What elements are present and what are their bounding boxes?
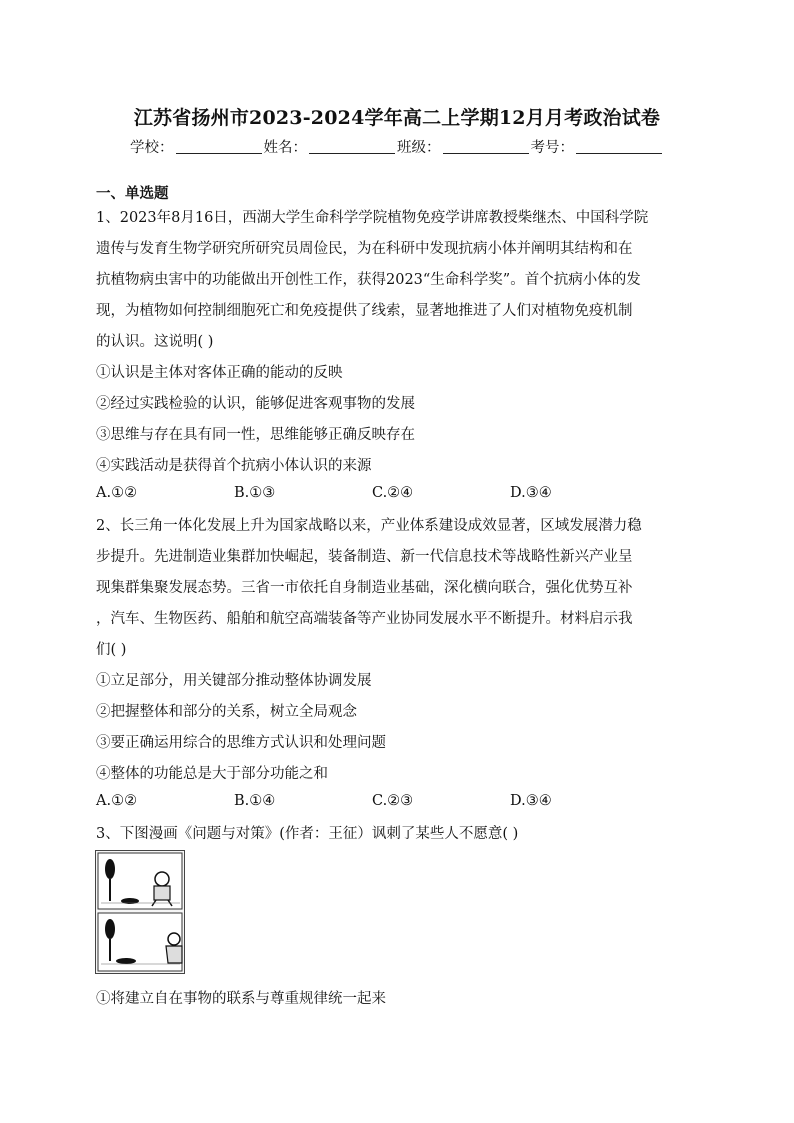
cartoon-image <box>95 850 185 974</box>
cartoon-panel-top <box>98 853 182 909</box>
q1-option-c[interactable]: C.②④ <box>372 485 414 501</box>
name-label: 姓名： <box>263 140 307 156</box>
q2-statement: ③要正确运用综合的思维方式认识和处理问题 <box>96 735 386 751</box>
class-blank[interactable] <box>443 153 529 154</box>
q2-option-c[interactable]: C.②③ <box>372 793 414 809</box>
q2-statement: ①立足部分，用关键部分推动整体协调发展 <box>96 673 372 689</box>
q2-options <box>96 793 656 813</box>
number-blank[interactable] <box>576 153 662 154</box>
q2-statement: ②把握整体和部分的关系，树立全局观念 <box>96 704 357 720</box>
q1-stem-line: 1、2023年8月16日，西湖大学生命科学学院植物免疫学讲席教授柴继杰、中国科学院 <box>96 210 649 226</box>
number-label: 考号： <box>530 140 574 156</box>
q2-option-b[interactable]: B.①④ <box>234 793 276 809</box>
q2-option-d[interactable]: D.③④ <box>510 793 552 809</box>
name-blank[interactable] <box>309 153 395 154</box>
q1-stem-line: 现，为植物如何控制细胞死亡和免疫提供了线索，显著地推进了人们对植物免疫机制 <box>96 303 633 319</box>
q1-statement: ②经过实践检验的认识，能够促进客观事物的发展 <box>96 396 415 412</box>
q1-options <box>96 485 656 505</box>
q2-statement: ④整体的功能总是大于部分功能之和 <box>96 766 328 782</box>
q1-option-d[interactable]: D.③④ <box>510 485 552 501</box>
q1-stem-line: 遗传与发育生物学研究所研究员周俭民，为在科研中发现抗病小体并阐明其结构和在 <box>96 241 633 257</box>
page-title: 江苏省扬州市2023-2024学年高二上学期12月月考政治试卷 <box>133 107 661 129</box>
q1-statement: ③思维与存在具有同一性，思维能够正确反映存在 <box>96 427 415 443</box>
q2-stem-line: 2、长三角一体化发展上升为国家战略以来，产业体系建设成效显著，区域发展潜力稳 <box>96 518 642 534</box>
q2-stem-line: 们( ) <box>96 642 127 658</box>
cartoon-drawing <box>96 851 184 973</box>
q1-statement: ①认识是主体对客体正确的能动的反映 <box>96 365 343 381</box>
student-info-line <box>0 136 794 157</box>
class-label: 班级： <box>397 140 441 156</box>
q3-stem-line: 3、下图漫画《问题与对策》(作者：王征）讽刺了某些人不愿意( ) <box>96 826 519 842</box>
q1-option-b[interactable]: B.①③ <box>234 485 276 501</box>
q2-stem-line: ，汽车、生物医药、船舶和航空高端装备等产业协同发展水平不断提升。材料启示我 <box>96 611 633 627</box>
school-label: 学校： <box>130 140 174 156</box>
section-heading: 一、单选题 <box>96 186 169 202</box>
school-blank[interactable] <box>176 153 262 154</box>
q1-stem-line: 的认识。这说明( ) <box>96 334 214 350</box>
cartoon-panel-bottom <box>98 913 182 971</box>
q2-option-a[interactable]: A.①② <box>96 793 138 809</box>
q1-statement: ④实践活动是获得首个抗病小体认识的来源 <box>96 458 372 474</box>
q2-stem-line: 现集群集聚发展态势。三省一市依托自身制造业基础，深化横向联合，强化优势互补 <box>96 580 633 596</box>
q1-option-a[interactable]: A.①② <box>96 485 138 501</box>
q2-stem-line: 步提升。先进制造业集群加快崛起，装备制造、新一代信息技术等战略性新兴产业呈 <box>96 549 633 565</box>
q3-statement: ①将建立自在事物的联系与尊重规律统一起来 <box>96 991 386 1007</box>
q1-stem-line: 抗植物病虫害中的功能做出开创性工作，获得2023“生命科学奖”。首个抗病小体的发 <box>96 272 641 288</box>
